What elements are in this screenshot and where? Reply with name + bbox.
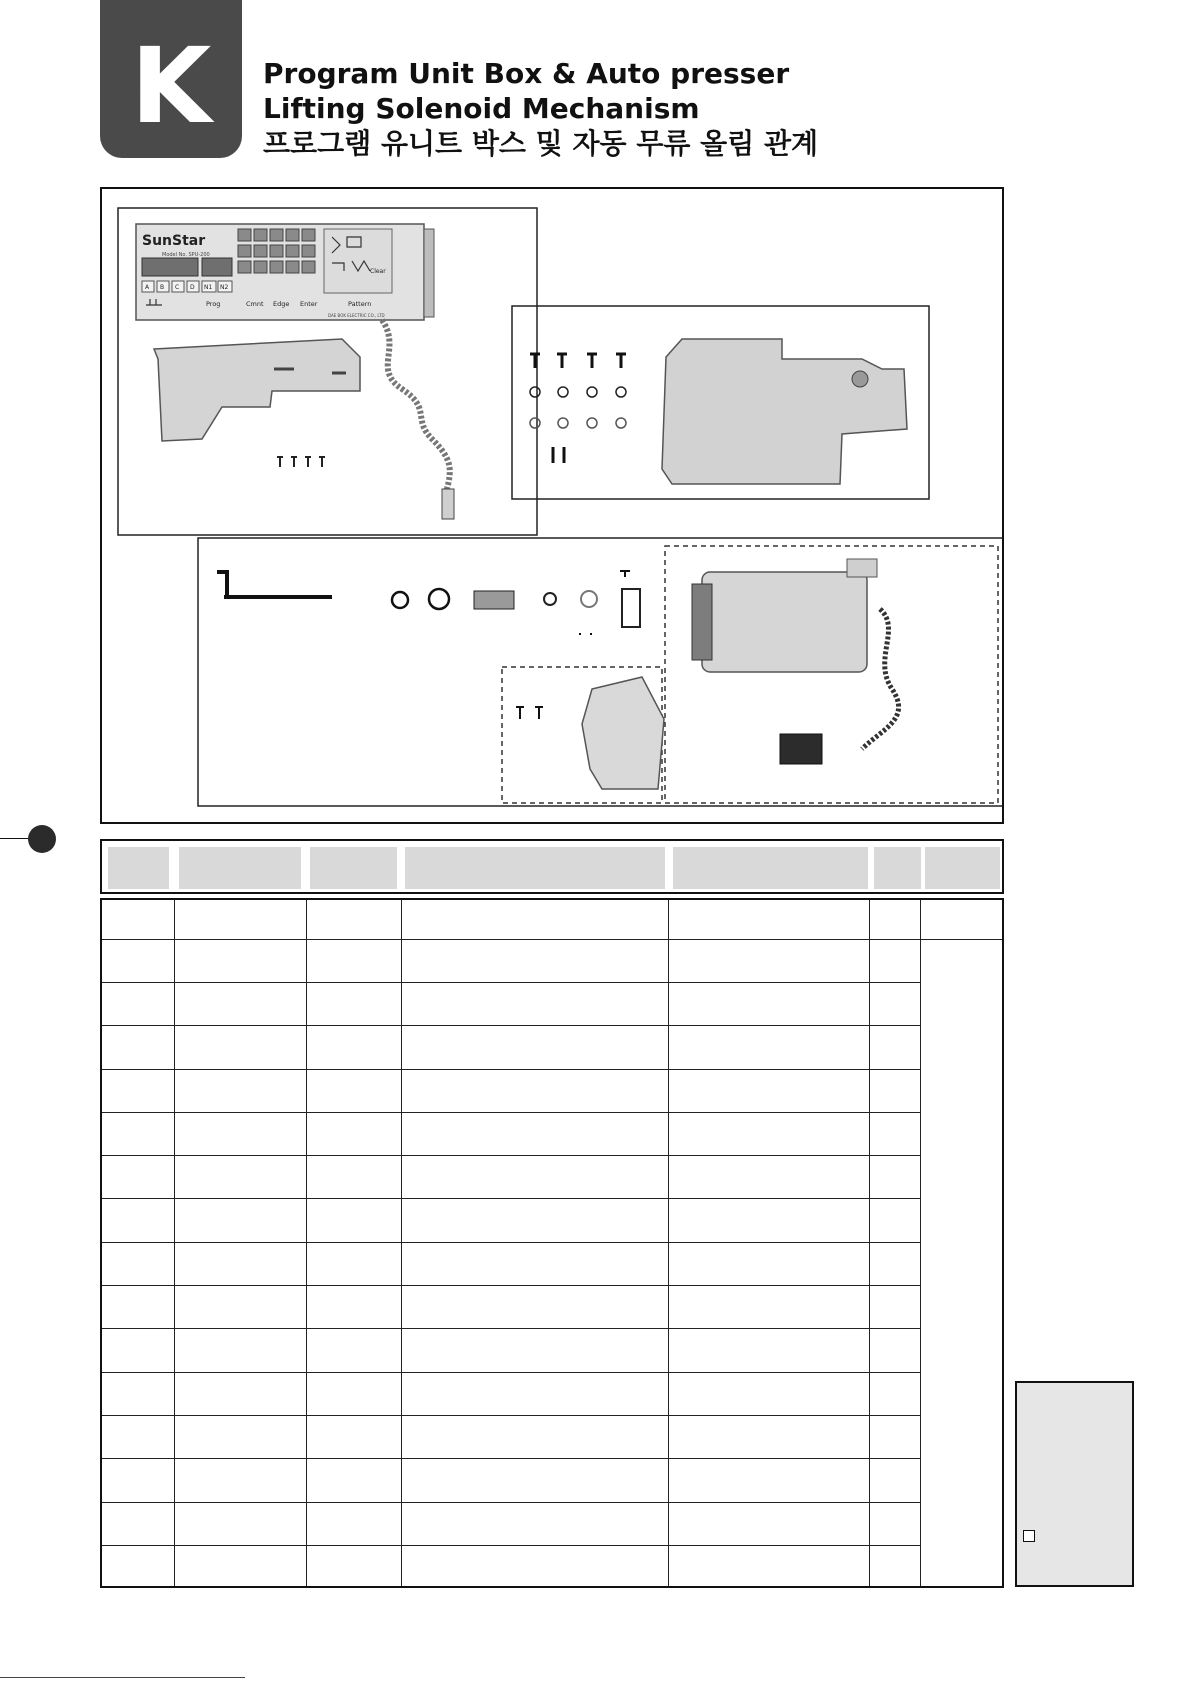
svg-text:B: B — [160, 284, 165, 291]
solenoid-link — [622, 589, 640, 627]
table-row — [102, 1458, 920, 1459]
plate-nuts — [530, 418, 626, 428]
plate-bolts — [553, 447, 564, 463]
table-row — [102, 1328, 920, 1329]
table-row — [102, 939, 1002, 940]
table-row — [102, 1545, 920, 1546]
svg-text:Enter: Enter — [300, 300, 318, 308]
section-letter: K — [130, 25, 212, 147]
table-row — [102, 1372, 920, 1373]
svg-text:Pattern: Pattern — [348, 300, 372, 308]
header-cell-part-no — [179, 847, 301, 889]
legend-checkbox-icon — [1023, 1530, 1035, 1542]
header-cell-no — [108, 847, 169, 889]
title-line-3: 프로그램 유니트 박스 및 자동 무류 올림 관계 — [263, 127, 819, 160]
footer-line — [0, 1677, 245, 1678]
svg-text:N2: N2 — [220, 284, 229, 291]
table-column-divider — [401, 900, 402, 1586]
title-line-2: Lifting Solenoid Mechanism — [263, 92, 700, 125]
plate-washers — [530, 387, 626, 397]
svg-text:C: C — [175, 284, 180, 291]
svg-text:D: D — [190, 284, 195, 291]
table-row — [102, 1198, 920, 1199]
solenoid-body — [702, 572, 867, 672]
svg-text:Prog: Prog — [206, 300, 221, 308]
table-row — [102, 1112, 920, 1113]
table-row — [102, 1415, 920, 1416]
table-row — [102, 1069, 920, 1070]
header-cell-description-kr — [673, 847, 868, 889]
solenoid-plug — [780, 734, 822, 764]
solenoid-washer — [544, 593, 556, 605]
table-column-divider — [306, 900, 307, 1586]
edge-line — [0, 838, 30, 839]
mounting-bracket — [154, 339, 360, 441]
panel-display-right — [202, 258, 232, 276]
table-row — [102, 1155, 920, 1156]
solenoid-nut — [581, 591, 597, 607]
parts-illustration — [102, 189, 1002, 822]
panel-maker: DAE BOK ELECTRIC CO., LTD — [328, 313, 385, 318]
svg-text:Edge: Edge — [273, 300, 290, 308]
cover-screws — [516, 707, 543, 719]
table-column-divider — [920, 900, 921, 1586]
plate-screws — [530, 354, 626, 368]
solenoid-rings — [392, 589, 449, 609]
header-cell-description — [405, 847, 665, 889]
table-row — [102, 1242, 920, 1243]
coiled-cord — [382, 320, 450, 519]
header-cell-qty — [874, 847, 921, 889]
edge-marker-dot — [28, 825, 56, 853]
crank-lever — [217, 572, 332, 598]
svg-text:N1: N1 — [204, 284, 213, 291]
panel-brand: SunStar — [142, 233, 206, 249]
panel-keypad — [238, 229, 315, 273]
parts-table-header — [100, 839, 1004, 894]
bracket-screws — [277, 457, 325, 467]
solenoid-cover — [582, 677, 664, 789]
panel-display-left — [142, 258, 198, 276]
parts-table-body — [100, 898, 1004, 1588]
side-legend-box — [1015, 1381, 1134, 1587]
table-row — [102, 1025, 920, 1026]
svg-text:A: A — [145, 284, 150, 291]
header-cell-remarks — [925, 847, 1000, 889]
table-column-divider — [869, 900, 870, 1586]
table-column-divider — [174, 900, 175, 1586]
header-cell-code — [310, 847, 397, 889]
solenoid-coupling — [474, 591, 514, 609]
table-column-divider — [668, 900, 669, 1586]
mounting-plate — [662, 339, 907, 484]
panel-clear-label: Clear — [370, 268, 386, 275]
table-row — [102, 1502, 920, 1503]
table-row — [102, 1285, 920, 1286]
svg-text:Cmnt: Cmnt — [246, 300, 264, 308]
panel-model: Model No. SPU-200 — [162, 252, 210, 258]
table-row — [102, 982, 920, 983]
title-line-1: Program Unit Box & Auto presser — [263, 57, 790, 90]
parts-figure — [100, 187, 1004, 824]
